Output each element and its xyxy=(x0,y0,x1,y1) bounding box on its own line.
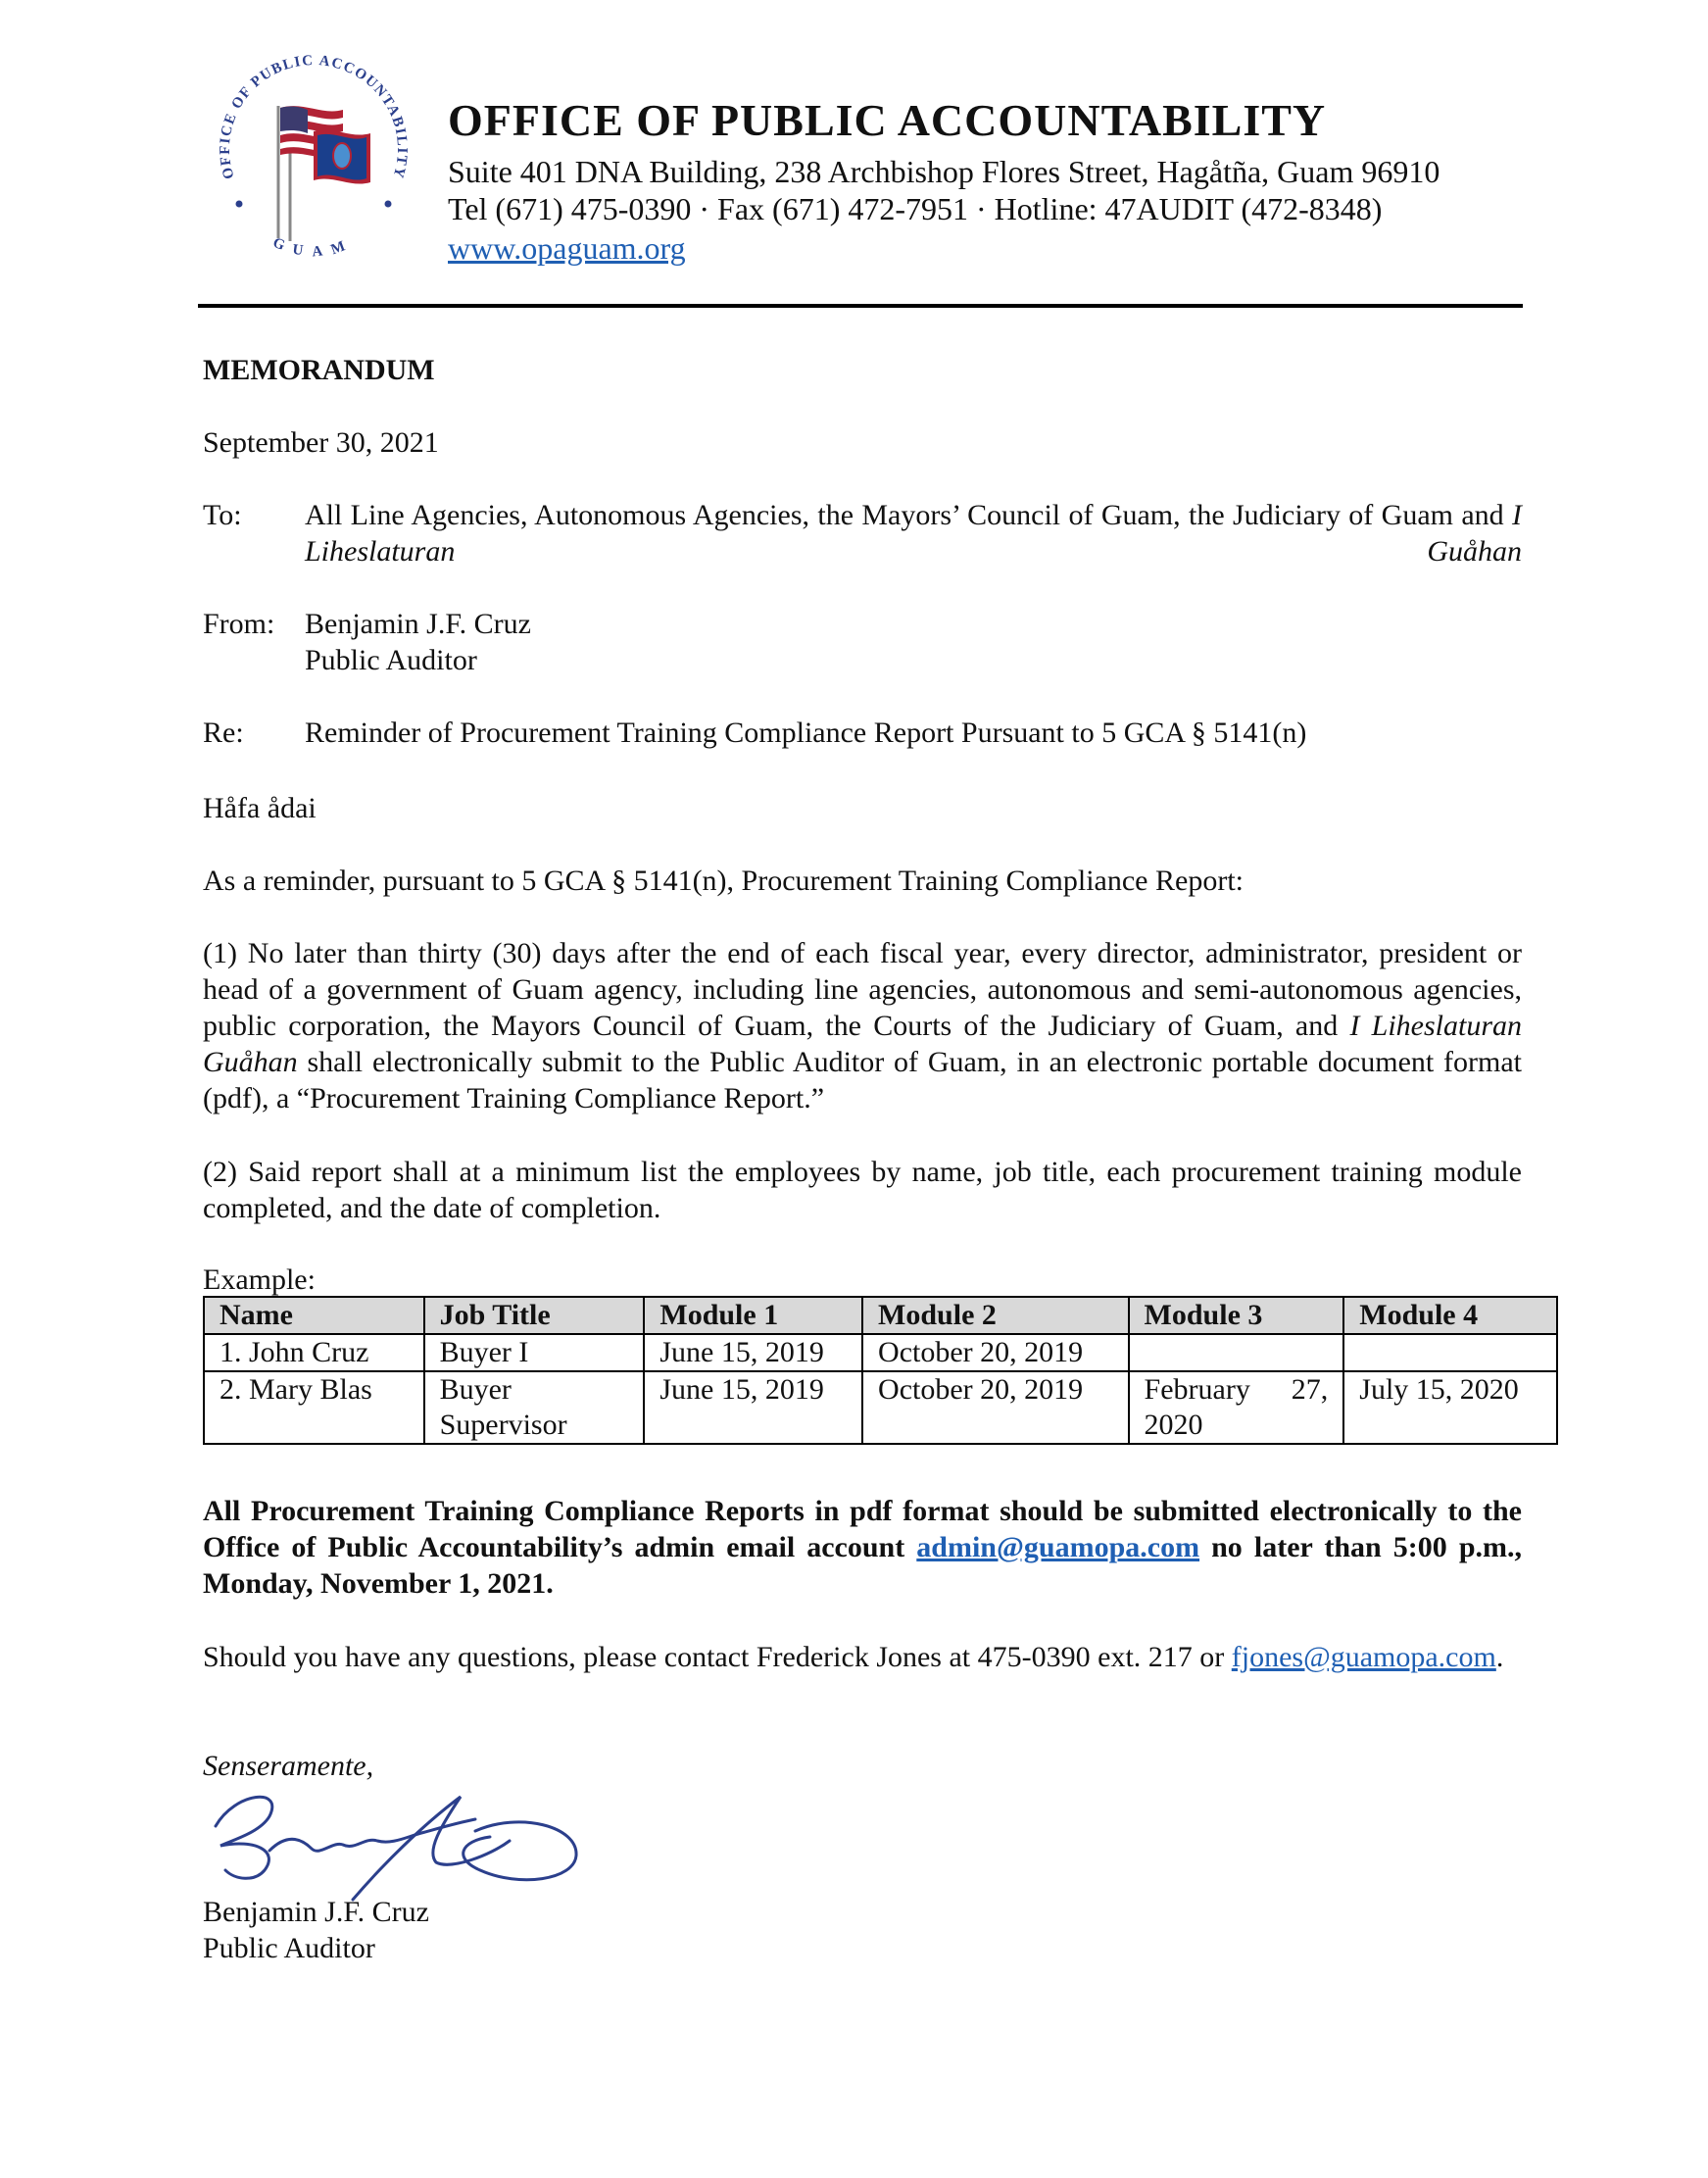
paragraph-1-text-b: shall electronically submit to the Public Auditor of Guam, in an electronic portable document format (pdf), a “Procurement Training Compliance Report.” xyxy=(203,1046,1522,1114)
table-cell: June 15, 2019 xyxy=(644,1334,862,1371)
table-header-cell: Name xyxy=(204,1297,424,1334)
table-row xyxy=(204,1371,1557,1444)
questions-end: . xyxy=(1495,1641,1504,1673)
submission-notice xyxy=(203,1493,1522,1602)
org-contact: Tel (671) 475-0390 · Fax (671) 472-7951 · Hotline: 47AUDIT (472-8348) xyxy=(448,191,1383,226)
table-cell: October 20, 2019 xyxy=(862,1334,1129,1371)
contact-email-link[interactable]: fjones@guamopa.com xyxy=(1231,1641,1496,1673)
table-cell xyxy=(1343,1334,1557,1371)
paragraph-1-italic: I Liheslaturan Guåhan xyxy=(203,1010,1522,1078)
to-text: All Line Agencies, Autonomous Agencies, the Mayors’ Council of Guam, the Judiciary of Guam and xyxy=(305,499,1512,531)
intro-paragraph: As a reminder, pursuant to 5 GCA § 5141(n), Procurement Training Compliance Report: xyxy=(203,865,1244,897)
from-name: Benjamin J.F. Cruz xyxy=(305,608,531,640)
org-name: OFFICE OF PUBLIC ACCOUNTABILITY xyxy=(448,95,1327,145)
paragraph-1 xyxy=(203,935,1522,1116)
table-row xyxy=(204,1334,1557,1371)
header-divider xyxy=(198,304,1523,308)
questions-text: Should you have any questions, please contact Frederick Jones at 475-0390 ext. 217 or xyxy=(203,1641,1232,1673)
notice-text-a: All Procurement Training Compliance Reports in pdf format should be submitted electronically to the Office of Public Accountability’s admin email account xyxy=(203,1495,1522,1563)
table-header-cell: Module 4 xyxy=(1343,1297,1557,1334)
opa-seal-logo xyxy=(196,47,431,282)
org-website-link[interactable]: www.opaguam.org xyxy=(448,230,686,266)
table-cell: Buyer Supervisor xyxy=(424,1371,645,1444)
signatory-title: Public Auditor xyxy=(203,1932,375,1964)
memo-date: September 30, 2021 xyxy=(203,426,439,459)
table-cell: February 27, 2020 xyxy=(1129,1371,1344,1444)
to-recipients xyxy=(305,497,1522,569)
re-label: Re: xyxy=(203,717,244,749)
signature-image xyxy=(196,1772,588,1909)
to-label: To: xyxy=(203,499,242,531)
signatory-name: Benjamin J.F. Cruz xyxy=(203,1896,429,1928)
example-table xyxy=(203,1296,1558,1445)
questions-paragraph xyxy=(203,1639,1522,1675)
table-header-cell: Module 1 xyxy=(644,1297,862,1334)
paragraph-2: (2) Said report shall at a minimum list the employees by name, job title, each procurement training module completed, and the date of completion. xyxy=(203,1156,1522,1224)
table-cell: 1. John Cruz xyxy=(204,1334,424,1371)
admin-email-link[interactable]: admin@guamopa.com xyxy=(916,1531,1200,1563)
table-cell: October 20, 2019 xyxy=(862,1371,1129,1444)
table-header-cell: Job Title xyxy=(424,1297,645,1334)
to-italic: I Liheslaturan Guåhan xyxy=(305,499,1522,568)
example-label: Example: xyxy=(203,1263,316,1296)
re-subject: Reminder of Procurement Training Compliance Report Pursuant to 5 GCA § 5141(n) xyxy=(305,717,1307,749)
table-header-cell: Module 2 xyxy=(862,1297,1129,1334)
svg-text:GUAM: GUAM xyxy=(270,234,357,261)
from-label: From: xyxy=(203,608,275,640)
table-cell: July 15, 2020 xyxy=(1343,1371,1557,1444)
table-cell: Buyer I xyxy=(424,1334,645,1371)
closing-salutation: Senseramente, xyxy=(203,1750,374,1782)
from-title: Public Auditor xyxy=(305,644,477,676)
table-cell: June 15, 2019 xyxy=(644,1371,862,1444)
notice-text-b: no later than 5:00 p.m., Monday, November 1, 2021. xyxy=(203,1531,1523,1600)
table-header-row xyxy=(204,1297,1557,1334)
table-cell: 2. Mary Blas xyxy=(204,1371,424,1444)
org-address: Suite 401 DNA Building, 238 Archbishop Flores Street, Hagåtña, Guam 96910 xyxy=(448,154,1440,189)
paragraph-1-text-a: (1) No later than thirty (30) days after the end of each fiscal year, every director, administrator, president or head of a government of Guam agency, including line agencies, autonomous and semi-autonomous agencies, public corporation, the Mayors Council of Guam, the Courts of the Judiciary of Guam, and xyxy=(203,937,1522,1042)
table-cell xyxy=(1129,1334,1344,1371)
table-header-cell: Module 3 xyxy=(1129,1297,1344,1334)
svg-text:OFFICE OF PUBLIC ACCOUNTABILIT: OFFICE OF PUBLIC ACCOUNTABILITY xyxy=(217,52,411,181)
greeting: Håfa ådai xyxy=(203,792,317,824)
memo-title: MEMORANDUM xyxy=(203,354,435,386)
